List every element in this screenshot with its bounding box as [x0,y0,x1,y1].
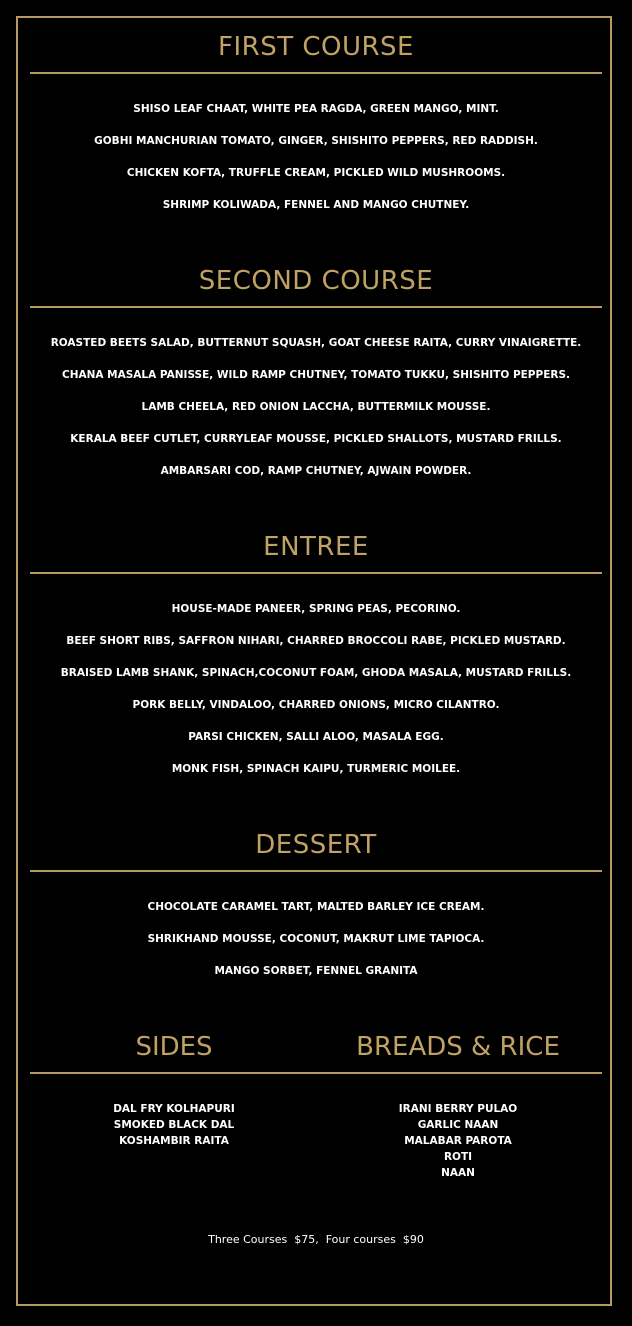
menu-item: CHICKEN KOFTA, TRUFFLE CREAM, PICKLED WILD MUSHROOMS. [126,167,506,179]
entree-rule [30,572,602,574]
menu-item: SHISO LEAF CHAAT, WHITE PEA RAGDA, GREEN MANGO, MINT. [133,103,499,115]
dessert-heading: DESSERT [255,830,377,860]
menu-item: BEEF SHORT RIBS, SAFFRON NIHARI, CHARRED BROCCOLI RABE, PICKLED MUSTARD. [66,635,566,647]
menu-item: HOUSE-MADE PANEER, SPRING PEAS, PECORINO. [171,603,461,615]
second-course-rule [30,306,602,308]
menu-item: CHANA MASALA PANISSE, WILD RAMP CHUTNEY, TOMATO TUKKU, SHISHITO PEPPERS. [61,369,571,381]
menu-item: MONK FISH, SPINACH KAIPU, TURMERIC MOILEE. [171,763,461,775]
first-course-rule [30,72,602,74]
bread-item: MALABAR PAROTA [404,1135,512,1147]
menu-item: GOBHI MANCHURIAN TOMATO, GINGER, SHISHITO PEPPERS, RED RADDISH. [94,135,538,147]
pricing-text: Three Courses $75, Four courses $90 [208,1233,424,1246]
menu-item: PARSI CHICKEN, SALLI ALOO, MASALA EGG. [188,731,444,743]
breads-rice-list [318,1101,598,1181]
first-course-heading: FIRST COURSE [218,32,414,62]
menu-item: LAMB CHEELA, RED ONION LACCHA, BUTTERMILK MOUSSE. [141,401,491,413]
dessert-rule [30,870,602,872]
bread-item: ROTI [443,1151,473,1163]
menu-item: CHOCOLATE CARAMEL TART, MALTED BARLEY ICE CREAM. [147,901,485,913]
breads-rice-heading: BREADS & RICE [356,1032,560,1062]
menu-item: SHRIKHAND MOUSSE, COCONUT, MAKRUT LIME TAPIOCA. [147,933,485,945]
menu-item: AMBARSARI COD, RAMP CHUTNEY, AJWAIN POWDER. [160,465,472,477]
menu-item: PORK BELLY, VINDALOO, CHARRED ONIONS, MICRO CILANTRO. [132,699,500,711]
second-course-heading: SECOND COURSE [198,266,434,296]
menu-item: ROASTED BEETS SALAD, BUTTERNUT SQUASH, GOAT CHEESE RAITA, CURRY VINAIGRETTE. [50,337,582,349]
dessert-list [0,899,632,995]
menu-item: MANGO SORBET, FENNEL GRANITA [214,965,418,977]
bread-item: IRANI BERRY PULAO [398,1103,518,1115]
menu-item: KERALA BEEF CUTLET, CURRYLEAF MOUSSE, PICKLED SHALLOTS, MUSTARD FRILLS. [70,433,562,445]
entree-heading: ENTREE [263,532,369,562]
second-course-list [0,335,632,495]
sides-breads-rule [30,1072,602,1074]
first-course-list [0,101,632,229]
side-item: KOSHAMBIR RAITA [119,1135,229,1147]
sides-list [44,1101,304,1149]
menu-item: BRAISED LAMB SHANK, SPINACH,COCONUT FOAM, GHODA MASALA, MUSTARD FRILLS. [60,667,572,679]
menu-item: SHRIMP KOLIWADA, FENNEL AND MANGO CHUTNEY. [162,199,470,211]
entree-list [0,601,632,793]
side-item: SMOKED BLACK DAL [113,1119,235,1131]
sides-heading: SIDES [135,1032,213,1062]
bread-item: NAAN [441,1167,475,1179]
side-item: DAL FRY KOLHAPURI [113,1103,235,1115]
bread-item: GARLIC NAAN [417,1119,499,1131]
